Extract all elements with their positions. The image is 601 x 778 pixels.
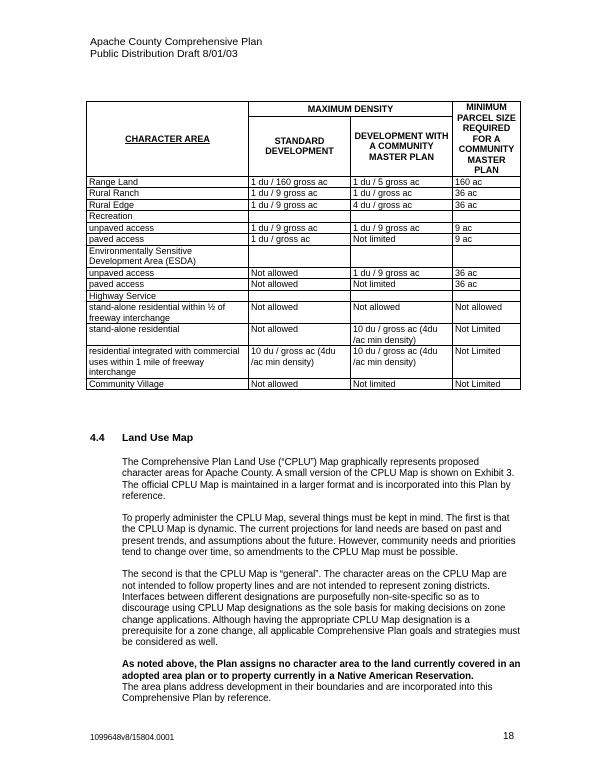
cell-minimum-parcel: 36 ac: [453, 188, 521, 200]
cell-community-density: Not limited: [351, 279, 453, 291]
cell-minimum-parcel: [453, 245, 521, 267]
cell-community-density: Not allowed: [351, 302, 453, 324]
cell-character-area: unpaved access: [87, 222, 249, 234]
table-row: [87, 324, 521, 346]
cell-community-density: 10 du / gross ac (4du /ac min density): [351, 324, 453, 346]
cell-character-area: Rural Ranch: [87, 188, 249, 200]
cell-standard-density: Not allowed: [249, 302, 351, 324]
cell-community-density: [351, 245, 453, 267]
section-heading: [90, 432, 193, 444]
header-community-master-plan: DEVELOPMENT WITH A COMMUNITY MASTER PLAN: [351, 117, 453, 176]
cell-character-area: Highway Service: [87, 290, 249, 302]
cell-standard-density: 10 du / gross ac (4du /ac min density): [249, 346, 351, 379]
cell-character-area: stand-alone residential within ½ of freeway interchange: [87, 302, 249, 324]
cell-character-area: Rural Edge: [87, 199, 249, 211]
table-row: [87, 176, 521, 188]
paragraph: The second is that the CPLU Map is “general”. The character areas on the CPLU Map are not intended to follow property lines and are not intended to represent zoning districts. Interfaces between different designations are purposefully non-site-specific so as to discourage using CPLU Map designations as the sole basis for making decisions on zone change applications. Although having the appropriate CPLU Map designation is a prerequisite for a zone change, all applicable Comprehensive Plan goals and strategies must be considered as well.: [122, 569, 520, 649]
header-minimum-parcel: MINIMUM PARCEL SIZE REQUIRED FOR A COMMUNITY MASTER PLAN: [453, 102, 521, 177]
cell-minimum-parcel: 9 ac: [453, 234, 521, 246]
cell-minimum-parcel: 36 ac: [453, 199, 521, 211]
page-number: 18: [503, 731, 515, 742]
cell-standard-density: [249, 290, 351, 302]
cell-character-area: residential integrated with commercial uses within 1 mile of freeway interchange: [87, 346, 249, 379]
cell-community-density: 10 du / gross ac (4du /ac min density): [351, 346, 453, 379]
paragraph-bold: As noted above, the Plan assigns no character area to the land currently covered in an adopted area plan or to property currently in a Native American Reservation.: [122, 659, 521, 682]
cell-standard-density: 1 du / 9 gross ac: [249, 199, 351, 211]
density-table: [86, 101, 521, 390]
page-header: [90, 36, 262, 60]
density-table-body: [87, 176, 521, 390]
cell-character-area: Environmentally Sensitive Development Area (ESDA): [87, 245, 249, 267]
table-row: [87, 222, 521, 234]
header-title: Apache County Comprehensive Plan: [90, 36, 263, 48]
table-row: [87, 279, 521, 291]
cell-minimum-parcel: [453, 211, 521, 223]
cell-community-density: 1 du / 5 gross ac: [351, 176, 453, 188]
header-maximum-density: MAXIMUM DENSITY: [249, 102, 453, 117]
cell-character-area: unpaved access: [87, 267, 249, 279]
section-number: 4.4: [90, 432, 105, 444]
cell-standard-density: Not allowed: [249, 267, 351, 279]
cell-standard-density: Not allowed: [249, 378, 351, 390]
cell-minimum-parcel: 9 ac: [453, 222, 521, 234]
cell-character-area: paved access: [87, 279, 249, 291]
header-character-area: CHARACTER AREA: [87, 102, 249, 177]
header-standard-development: STANDARD DEVELOPMENT: [249, 117, 351, 176]
table-row: [87, 302, 521, 324]
paragraph: The area plans address development in their boundaries and are incorporated into this Comprehensive Plan by reference.: [122, 682, 493, 705]
cell-minimum-parcel: 36 ac: [453, 267, 521, 279]
cell-standard-density: 1 du / 9 gross ac: [249, 222, 351, 234]
section-body: [122, 457, 522, 716]
paragraph: To properly administer the CPLU Map, several things must be kept in mind. The first is that the CPLU Map is dynamic. The current projections for land needs are based on past and present trends, and assumptions about the future. However, community needs and priorities tend to change over time, so amendments to the CPLU Map must be possible.: [122, 513, 516, 559]
cell-standard-density: Not allowed: [249, 279, 351, 291]
footer-doc-id: 1099648v8/15804.0001: [90, 733, 175, 742]
table-row: [87, 188, 521, 200]
cell-community-density: Not limited: [351, 234, 453, 246]
cell-character-area: paved access: [87, 234, 249, 246]
cell-community-density: Not limited: [351, 378, 453, 390]
table-row: [87, 346, 521, 379]
cell-standard-density: 1 du / gross ac: [249, 234, 351, 246]
cell-minimum-parcel: Not allowed: [453, 302, 521, 324]
table-row: [87, 267, 521, 279]
cell-minimum-parcel: 160 ac: [453, 176, 521, 188]
table-row: [87, 245, 521, 267]
cell-standard-density: [249, 245, 351, 267]
table-row: [87, 234, 521, 246]
cell-community-density: 4 du / gross ac: [351, 199, 453, 211]
cell-minimum-parcel: Not Limited: [453, 346, 521, 379]
header-subtitle: Public Distribution Draft 8/01/03: [90, 48, 238, 60]
cell-character-area: Range Land: [87, 176, 249, 188]
cell-character-area: Community Village: [87, 378, 249, 390]
cell-community-density: [351, 290, 453, 302]
section-title: Land Use Map: [122, 432, 194, 444]
cell-minimum-parcel: [453, 290, 521, 302]
cell-community-density: 1 du / 9 gross ac: [351, 222, 453, 234]
table-row: [87, 199, 521, 211]
cell-community-density: [351, 211, 453, 223]
cell-community-density: 1 du / gross ac: [351, 188, 453, 200]
cell-minimum-parcel: Not Limited: [453, 378, 521, 390]
paragraph: The Comprehensive Plan Land Use (“CPLU”) Map graphically represents proposed character areas for Apache County. A small version of the CPLU Map is shown on Exhibit 3. The official CPLU Map is maintained in a larger format and is incorporated into this Plan by reference.: [122, 457, 515, 502]
table-row: [87, 290, 521, 302]
cell-character-area: stand-alone residential: [87, 324, 249, 346]
cell-minimum-parcel: Not Limited: [453, 324, 521, 346]
cell-minimum-parcel: 36 ac: [453, 279, 521, 291]
cell-community-density: 1 du / 9 gross ac: [351, 267, 453, 279]
cell-standard-density: 1 du / 9 gross ac: [249, 188, 351, 200]
cell-standard-density: 1 du / 160 gross ac: [249, 176, 351, 188]
table-row: [87, 211, 521, 223]
cell-standard-density: [249, 211, 351, 223]
cell-standard-density: Not allowed: [249, 324, 351, 346]
table-row: [87, 378, 521, 390]
cell-character-area: Recreation: [87, 211, 249, 223]
